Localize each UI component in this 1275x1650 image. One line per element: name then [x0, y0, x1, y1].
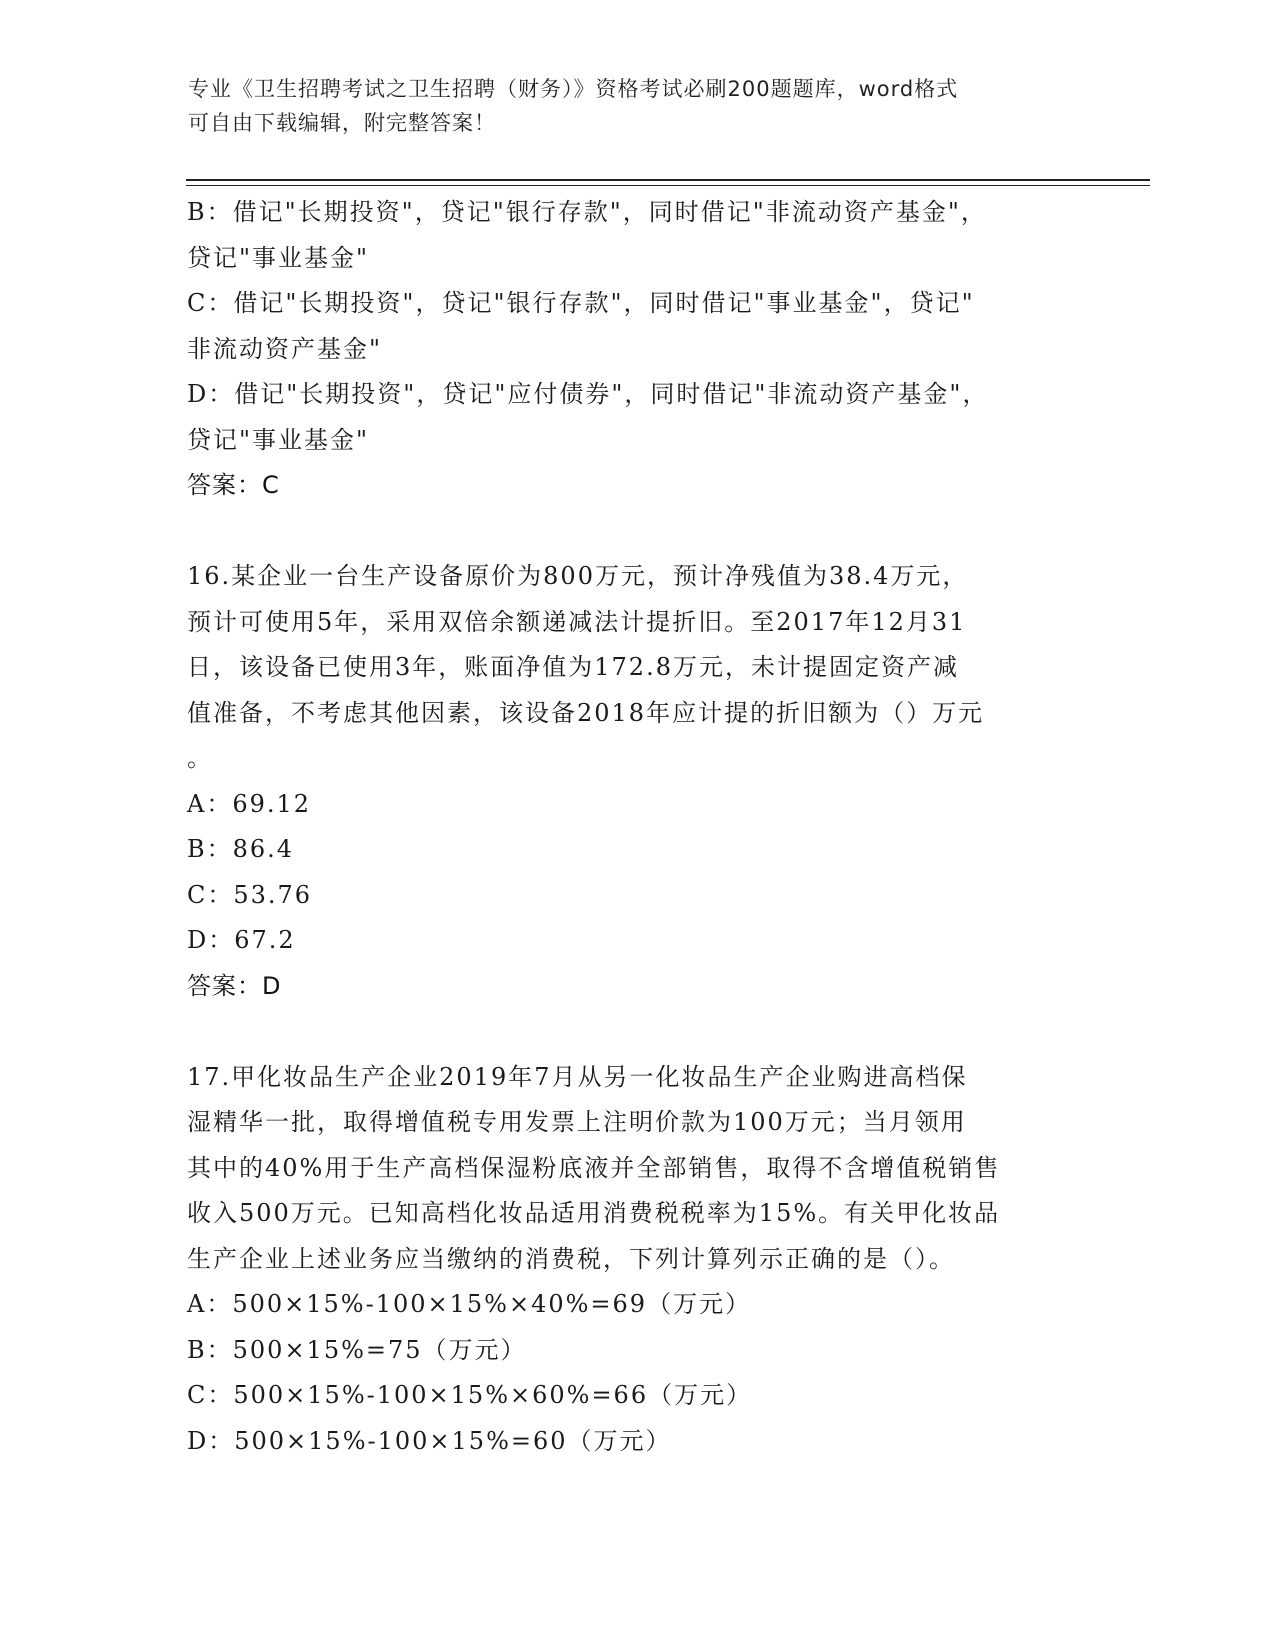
question-16	[187, 554, 1087, 1009]
question-16-stem-line-1: 16.某企业一台生产设备原价为800万元，预计净残值为38.4万元，	[187, 562, 969, 590]
question-16-stem-line-4: 值准备，不考虑其他因素，该设备2018年应计提的折旧额为（）万元	[187, 698, 985, 727]
question-15-continued	[187, 190, 1087, 509]
answer-16: 答案：D	[187, 971, 282, 1000]
paragraph-gap	[187, 1009, 1087, 1055]
option-b-line-2: 贷记"事业基金"	[187, 243, 370, 272]
question-16-stem-line-5: 。	[187, 744, 213, 772]
question-16-option-b: B：86.4	[187, 835, 295, 863]
option-d-line-1: D：借记"长期投资"，贷记"应付债券"，同时借记"非流动资产基金"，	[187, 380, 989, 408]
question-17-stem-line-2: 湿精华一批，取得增值税专用发票上注明价款为100万元；当月领用	[187, 1108, 967, 1136]
answer-15: 答案：C	[187, 471, 280, 499]
question-17-option-d: D：500×15%-100×15%=60（万元）	[187, 1426, 672, 1455]
paragraph-gap	[187, 509, 1087, 555]
question-17-stem-line-1: 17.甲化妆品生产企业2019年7月从另一化妆品生产企业购进高档保	[187, 1062, 968, 1091]
question-16-option-c: C：53.76	[187, 880, 313, 909]
question-17-stem-line-4: 收入500万元。已知高档化妆品适用消费税税率为15%。有关甲化妆品	[187, 1199, 1001, 1227]
question-17-stem-line-5: 生产企业上述业务应当缴纳的消费税，下列计算列示正确的是（）。	[187, 1244, 955, 1273]
question-16-stem-line-2: 预计可使用5年，采用双倍余额递减法计提折旧。至2017年12月31	[187, 607, 967, 636]
question-17	[187, 1055, 1087, 1465]
option-c-line-1: C：借记"长期投资"，贷记"银行存款"，同时借记"事业基金"，贷记"	[187, 289, 975, 317]
question-16-stem-line-3: 日，该设备已使用3年，账面净值为172.8万元，未计提固定资产减	[187, 653, 959, 681]
document-header	[188, 72, 1068, 140]
document-body	[187, 190, 1087, 1464]
option-b-line-1: B：借记"长期投资"，贷记"银行存款"，同时借记"非流动资产基金"，	[187, 198, 987, 226]
question-16-option-d: D：67.2	[187, 926, 296, 954]
option-d-line-2: 贷记"事业基金"	[187, 425, 370, 454]
header-title-line-2: 可自由下载编辑，附完整答案！	[188, 111, 496, 135]
option-c-line-2: 非流动资产基金"	[187, 334, 383, 363]
question-17-stem-line-3: 其中的40%用于生产高档保湿粉底液并全部销售，取得不含增值税销售	[187, 1153, 1001, 1182]
header-title-line-1: 专业《卫生招聘考试之卫生招聘（财务）》资格考试必刷200题题库，word格式	[188, 77, 959, 101]
question-17-option-a: A：500×15%-100×15%×40%=69（万元）	[187, 1290, 752, 1318]
question-17-option-c: C：500×15%-100×15%×60%=66（万元）	[187, 1381, 753, 1409]
header-double-rule	[186, 179, 1150, 186]
question-17-option-b: B：500×15%=75（万元）	[187, 1335, 527, 1364]
question-16-option-a: A：69.12	[187, 789, 312, 818]
